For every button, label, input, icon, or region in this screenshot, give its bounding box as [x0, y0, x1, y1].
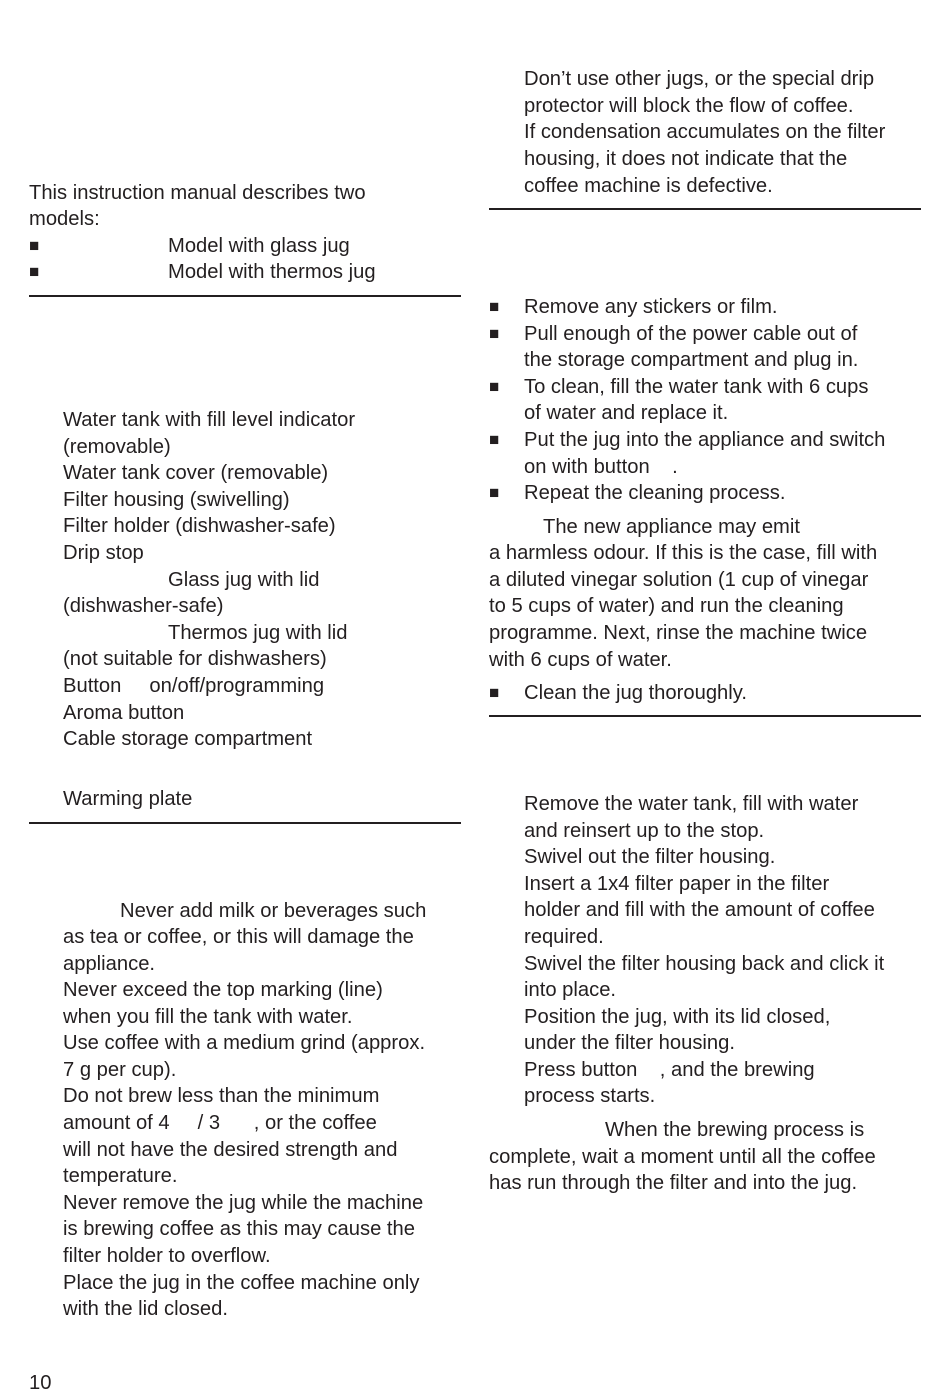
note-line: housing, it does not indicate that the [524, 148, 848, 170]
note-line: will not have the desired strength and [63, 1139, 398, 1161]
step-line: Position the jug, with its lid closed, [524, 1006, 831, 1028]
note-line: Don’t use other jugs, or the special drip [524, 68, 875, 90]
note-line: protector will block the flow of coffee. [524, 95, 854, 117]
step-line: of water and replace it. [524, 402, 729, 424]
intro-line: models: [29, 208, 100, 230]
section-divider [489, 715, 921, 717]
part-item: Filter holder (dishwasher-safe) [63, 515, 336, 537]
note-line: Place the jug in the coffee machine only [63, 1272, 420, 1294]
note-line: a diluted vinegar solution (1 cup of vinegar [489, 569, 869, 591]
part-item: Water tank with fill level indicator [63, 409, 356, 431]
model-item: Model with glass jug [168, 235, 350, 257]
model-item: Model with thermos jug [168, 261, 376, 283]
note-line: 7 g per cup). [63, 1059, 177, 1081]
note-line: temperature. [63, 1165, 178, 1187]
note-line: appliance. [63, 953, 156, 975]
part-item: Thermos jug with lid [168, 622, 348, 644]
section-divider [29, 822, 461, 824]
bullet-icon: ■ [489, 297, 500, 316]
note-line: has run through the filter and into the jug. [489, 1172, 858, 1194]
bullet-icon: ■ [489, 324, 500, 343]
note-line: Use coffee with a medium grind (approx. [63, 1032, 426, 1054]
step-line: and reinsert up to the stop. [524, 820, 765, 842]
part-item: Button on/off/programming [63, 675, 325, 697]
note-line: with the lid closed. [63, 1298, 228, 1320]
bullet-icon: ■ [489, 683, 500, 702]
bullet-icon: ■ [29, 236, 40, 255]
note-line: when you fill the tank with water. [63, 1006, 353, 1028]
part-item: Cable storage compartment [63, 728, 313, 750]
step-line: Remove the water tank, fill with water [524, 793, 859, 815]
part-item: (dishwasher-safe) [63, 595, 224, 617]
note-line: If condensation accumulates on the filter [524, 121, 886, 143]
bullet-icon: ■ [489, 483, 500, 502]
part-item: Aroma button [63, 702, 185, 724]
note-line: to 5 cups of water) and run the cleaning [489, 595, 844, 617]
note-line: complete, wait a moment until all the coffee [489, 1146, 876, 1168]
note-line: Never remove the jug while the machine [63, 1192, 424, 1214]
step-line: Swivel out the filter housing. [524, 846, 776, 868]
step-line: Remove any stickers or film. [524, 296, 778, 318]
note-line: as tea or coffee, or this will damage the [63, 926, 414, 948]
step-line: Put the jug into the appliance and switch [524, 429, 886, 451]
note-line: When the brewing process is [605, 1119, 865, 1141]
part-item: Drip stop [63, 542, 144, 564]
note-line: amount of 4 / 3 , or the coffee [63, 1112, 377, 1134]
note-line: programme. Next, rinse the machine twice [489, 622, 868, 644]
step-line: Clean the jug thoroughly. [524, 682, 747, 704]
section-divider [489, 208, 921, 210]
step-line: required. [524, 926, 604, 948]
note-line: Do not brew less than the minimum [63, 1085, 380, 1107]
bullet-icon: ■ [29, 262, 40, 281]
note-line: is brewing coffee as this may cause the [63, 1218, 415, 1240]
step-line: Press button , and the brewing [524, 1059, 815, 1081]
step-line: process starts. [524, 1085, 656, 1107]
part-item: Water tank cover (removable) [63, 462, 329, 484]
part-item: (removable) [63, 436, 171, 458]
step-line: holder and fill with the amount of coffee [524, 899, 875, 921]
note-line: The new appliance may emit [543, 516, 800, 538]
note-line: coffee machine is defective. [524, 175, 773, 197]
step-line: into place. [524, 979, 617, 1001]
bullet-icon: ■ [489, 430, 500, 449]
note-line: Never exceed the top marking (line) [63, 979, 383, 1001]
note-line: Never add milk or beverages such [120, 900, 427, 922]
intro-line: This instruction manual describes two [29, 182, 366, 204]
step-line: Repeat the cleaning process. [524, 482, 786, 504]
note-line: with 6 cups of water. [489, 649, 672, 671]
note-line: a harmless odour. If this is the case, fill with [489, 542, 878, 564]
step-line: on with button . [524, 456, 678, 478]
bullet-icon: ■ [489, 377, 500, 396]
step-line: the storage compartment and plug in. [524, 349, 859, 371]
step-line: Pull enough of the power cable out of [524, 323, 858, 345]
step-line: To clean, fill the water tank with 6 cups [524, 376, 869, 398]
part-item: Glass jug with lid [168, 569, 320, 591]
step-line: under the filter housing. [524, 1032, 735, 1054]
note-line: filter holder to overflow. [63, 1245, 271, 1267]
part-item: (not suitable for dishwashers) [63, 648, 327, 670]
part-item: Warming plate [63, 788, 193, 810]
part-item: Filter housing (swivelling) [63, 489, 290, 511]
step-line: Swivel the filter housing back and click it [524, 953, 885, 975]
section-divider [29, 295, 461, 297]
step-line: Insert a 1x4 filter paper in the filter [524, 873, 830, 895]
page-number: 10 [29, 1372, 52, 1394]
